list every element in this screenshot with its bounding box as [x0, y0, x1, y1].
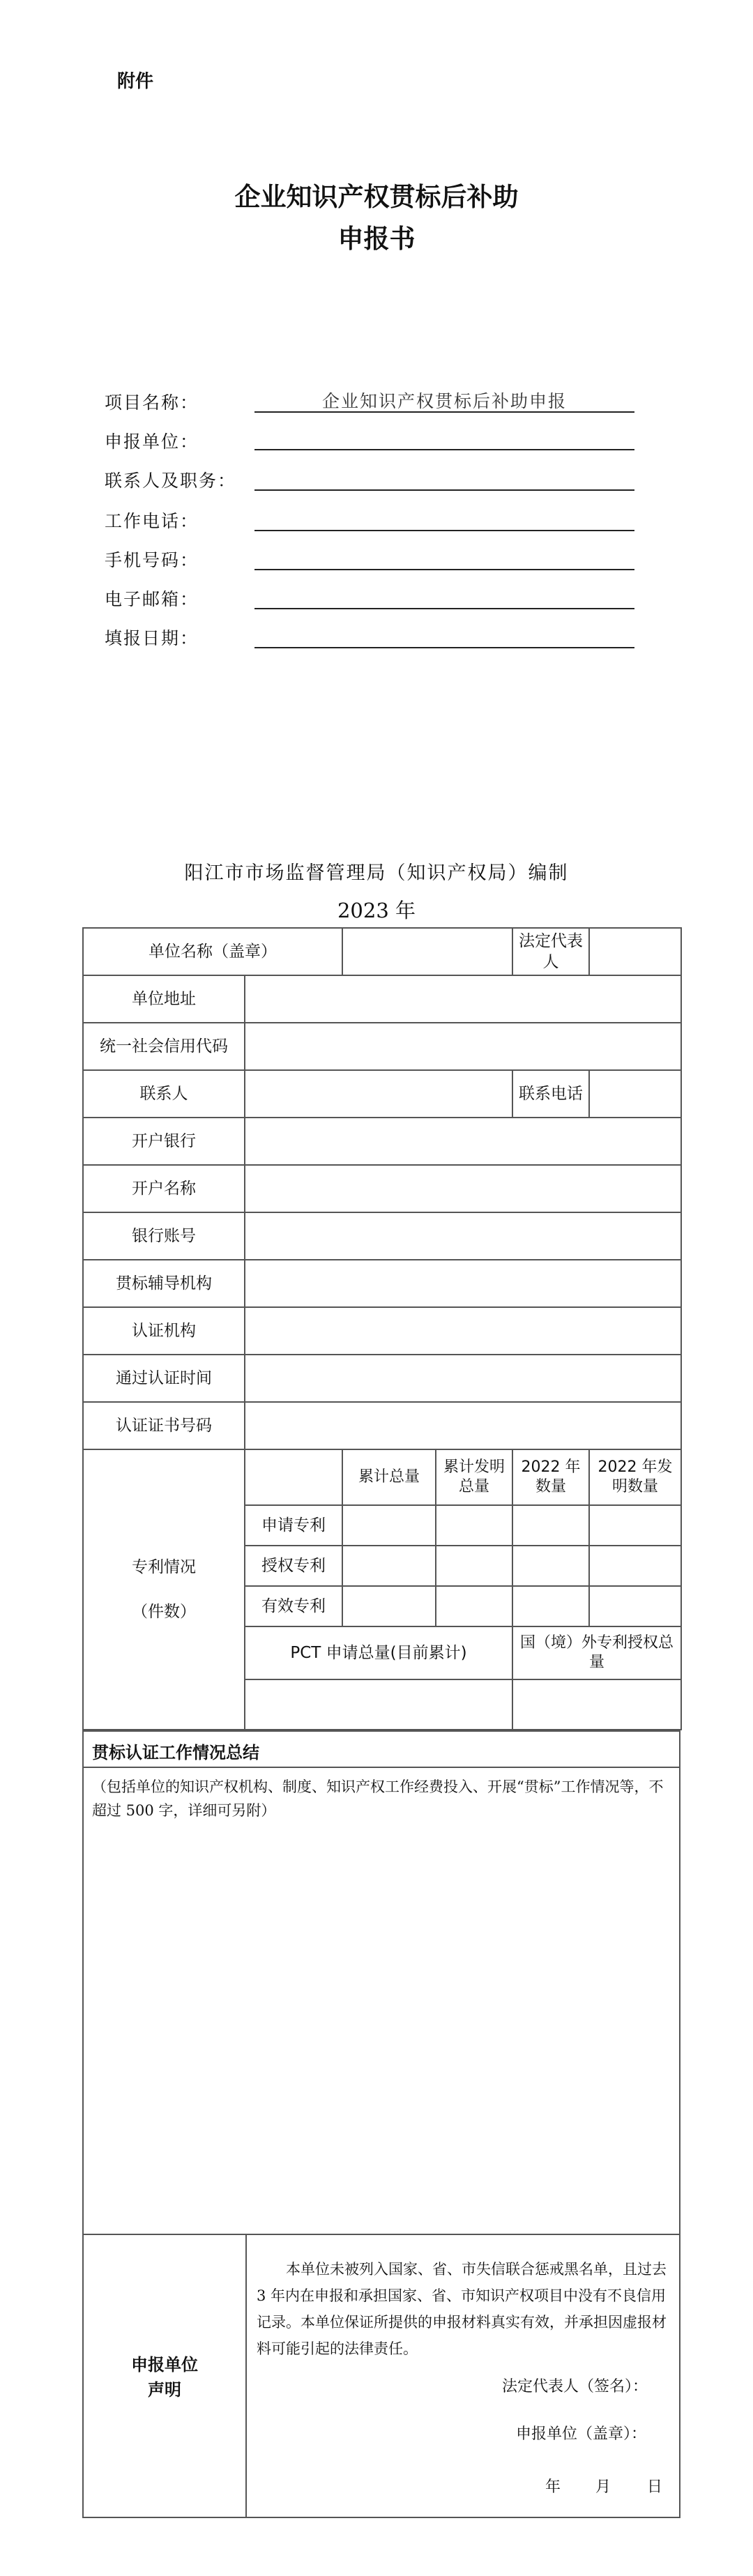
pct-total-value[interactable] [245, 1679, 512, 1730]
field-value-project[interactable]: 企业知识产权贯标后补助申报 [321, 391, 567, 411]
field-line-contact [254, 489, 634, 491]
declaration-label-cell [84, 2235, 247, 2518]
patent-cell[interactable] [589, 1546, 681, 1586]
patent-row-granted: 授权专利 [245, 1546, 342, 1586]
label-contact-phone: 联系电话 [512, 1070, 589, 1118]
value-address[interactable] [245, 975, 681, 1023]
label-address: 单位地址 [83, 975, 245, 1023]
editor-org: 阳江市市场监督管理局（知识产权局）编制 [184, 862, 569, 884]
patent-cell[interactable] [436, 1546, 512, 1586]
value-cert-no[interactable] [245, 1402, 681, 1449]
declaration-label-line2: 声明 [148, 2380, 181, 2400]
value-bank[interactable] [245, 1118, 681, 1165]
signature-legal-rep: 法定代表人（签名）： [502, 2378, 648, 2395]
declaration-section [84, 2234, 679, 2518]
label-agency: 贯标辅导机构 [83, 1260, 245, 1307]
document-title: 企业知识产权贯标后补助 [234, 182, 519, 212]
label-account-no: 银行账号 [83, 1212, 245, 1260]
label-cert-time: 通过认证时间 [83, 1355, 245, 1402]
value-account-name[interactable] [245, 1165, 681, 1212]
declaration-label-line1: 申报单位 [131, 2355, 198, 2375]
label-unit-name: 单位名称（盖章） [83, 928, 342, 975]
foreign-total-label: 国（境）外专利授权总量 [512, 1626, 681, 1679]
patent-header-invention-total: 累计发明总量 [436, 1449, 512, 1505]
field-line-email [254, 608, 634, 609]
patent-header-2022-invention: 2022 年发明数量 [589, 1449, 681, 1505]
signature-unit-seal: 申报单位（盖章）： [516, 2425, 647, 2443]
summary-title: 贯标认证工作情况总结 [92, 1743, 259, 1762]
value-contact-phone[interactable] [589, 1070, 681, 1118]
label-bank: 开户银行 [83, 1118, 245, 1165]
value-cert-time[interactable] [245, 1355, 681, 1402]
field-label-work-phone: 工作电话： [105, 511, 199, 531]
field-label-email: 电子邮箱： [105, 589, 199, 609]
field-label-mobile: 手机号码： [105, 550, 199, 570]
patent-cell[interactable] [342, 1586, 436, 1626]
value-account-no[interactable] [245, 1212, 681, 1260]
application-form-table [82, 927, 680, 1730]
patent-row-valid: 有效专利 [245, 1586, 342, 1626]
field-line-mobile [254, 569, 634, 570]
patent-cell[interactable] [342, 1546, 436, 1586]
foreign-total-value[interactable] [512, 1679, 681, 1730]
label-cert-no: 认证证书号码 [83, 1402, 245, 1449]
value-legal-rep[interactable] [589, 928, 681, 975]
field-line-work-phone [254, 530, 634, 531]
patent-cell[interactable] [589, 1586, 681, 1626]
patent-cell[interactable] [512, 1546, 589, 1586]
patent-header-total: 累计总量 [342, 1449, 436, 1505]
summary-header [84, 1732, 679, 1768]
editor-year: 2023 年 [337, 899, 416, 922]
field-label-unit: 申报单位： [105, 432, 199, 452]
date-day-label: 日 [647, 2478, 663, 2496]
declaration-text: 本单位未被列入国家、省、市失信联合惩戒黑名单，且过去 3 年内在申报和承担国家、省、市知识产权项目中没有不良信用记录。本单位保证所提供的申报材料真实有效，并承担因虚报材料可能引起的法律责任。 [257, 2261, 667, 2357]
value-credit-code[interactable] [245, 1023, 681, 1070]
patent-header-blank [245, 1449, 342, 1505]
patent-cell[interactable] [342, 1505, 436, 1546]
label-credit-code: 统一社会信用代码 [83, 1023, 245, 1070]
field-label-date: 填报日期： [105, 628, 199, 648]
field-label-contact: 联系人及职务： [105, 471, 237, 491]
declaration-label [84, 2352, 245, 2402]
label-patent-stats-line2: （件数） [132, 1603, 196, 1621]
field-line-unit [254, 449, 634, 450]
pct-total-label: PCT 申请总量(目前累计) [245, 1626, 512, 1679]
patent-cell[interactable] [436, 1586, 512, 1626]
patent-cell[interactable] [589, 1505, 681, 1546]
summary-section [82, 1730, 680, 2518]
patent-cell[interactable] [512, 1586, 589, 1626]
value-contact[interactable] [245, 1070, 512, 1118]
label-account-name: 开户名称 [83, 1165, 245, 1212]
value-agency[interactable] [245, 1260, 681, 1307]
value-cert-body[interactable] [245, 1307, 681, 1355]
document-subtitle: 申报书 [337, 224, 416, 254]
patent-cell[interactable] [436, 1505, 512, 1546]
field-line-date [254, 647, 634, 648]
field-label-project: 项目名称： [105, 393, 199, 413]
summary-input-area[interactable] [84, 1829, 679, 2232]
label-contact: 联系人 [83, 1070, 245, 1118]
summary-note: （包括单位的知识产权机构、制度、知识产权工作经费投入、开展“贯标”工作情况等，不超过 500 字，详细可另附） [92, 1778, 664, 1819]
label-cert-body: 认证机构 [83, 1307, 245, 1355]
attachment-label: 附件 [117, 71, 154, 92]
date-year-label: 年 [545, 2478, 561, 2496]
patent-row-applied: 申请专利 [245, 1505, 342, 1546]
date-month-label: 月 [595, 2478, 611, 2496]
label-patent-stats [83, 1449, 245, 1730]
patent-cell[interactable] [512, 1505, 589, 1546]
patent-header-2022-count: 2022 年数量 [512, 1449, 589, 1505]
label-patent-stats-line1: 专利情况 [132, 1558, 196, 1576]
value-unit-name[interactable] [342, 928, 512, 975]
label-legal-rep: 法定代表人 [512, 928, 589, 975]
field-line-project [254, 411, 634, 413]
